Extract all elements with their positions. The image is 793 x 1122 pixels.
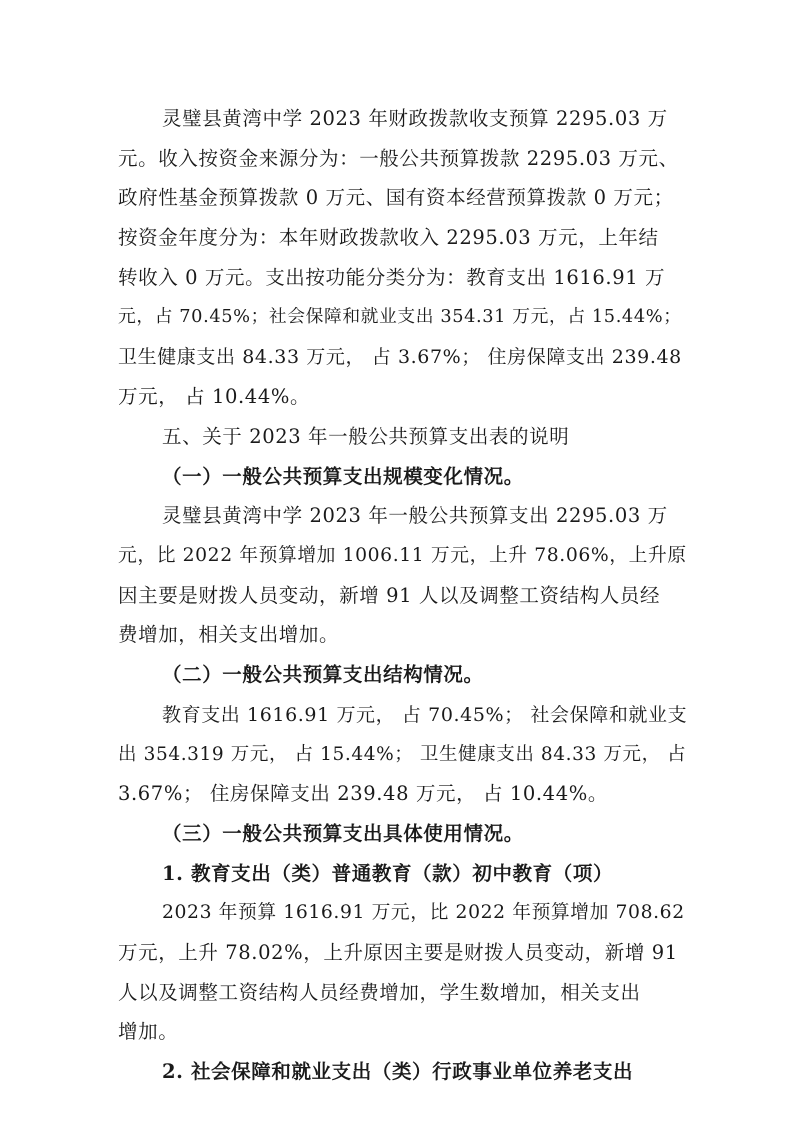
paragraph-line: 灵璧县黄湾中学 2023 年一般公共预算支出 2295.03 万: [162, 504, 668, 527]
paragraph-line: 增加。: [118, 1020, 179, 1043]
subsection-heading: （三）一般公共预算支出具体使用情况。: [162, 822, 524, 845]
item-heading: 2. 社会保障和就业支出（类）行政事业单位养老支出: [162, 1060, 634, 1083]
paragraph-line: 灵璧县黄湾中学 2023 年财政拨款收支预算 2295.03 万: [162, 107, 668, 130]
paragraph-line: 万元，上升 78.02%，上升原因主要是财拨人员变动，新增 91: [118, 941, 678, 964]
paragraph-line: 按资金年度分为：本年财政拨款收入 2295.03 万元，上年结: [118, 226, 659, 249]
subsection-heading: （一）一般公共预算支出规模变化情况。: [162, 465, 524, 488]
section-heading: 五、关于 2023 年一般公共预算支出表的说明: [162, 425, 570, 448]
paragraph-line: 政府性基金预算拨款 0 万元、国有资本经营预算拨款 0 万元；: [118, 186, 674, 209]
paragraph-line: 因主要是财拨人员变动，新增 91 人以及调整工资结构人员经: [118, 584, 661, 607]
paragraph-line: 元，占 70.45%；社会保障和就业支出 354.31 万元，占 15.44%；: [118, 307, 682, 327]
paragraph-line: 转收入 0 万元。支出按功能分类分为：教育支出 1616.91 万: [118, 266, 666, 289]
paragraph-line: 人以及调整工资结构人员经费增加，学生数增加，相关支出: [118, 981, 641, 1004]
subsection-heading: （二）一般公共预算支出结构情况。: [162, 663, 484, 686]
paragraph-line: 出 354.319 万元， 占 15.44%； 卫生健康支出 84.33 万元， 占: [118, 744, 687, 765]
paragraph-line: 元，比 2022 年预算增加 1006.11 万元，上升 78.06%，上升原: [118, 545, 687, 566]
paragraph-line: 3.67%； 住房保障支出 239.48 万元， 占 10.44%。: [118, 782, 608, 805]
paragraph-line: 费增加，相关支出增加。: [118, 623, 340, 646]
item-heading: 1. 教育支出（类）普通教育（款）初中教育（项）: [162, 862, 614, 885]
paragraph-line: 元。收入按资金来源分为：一般公共预算拨款 2295.03 万元、: [118, 147, 679, 170]
paragraph-line: 万元， 占 10.44%。: [118, 385, 311, 408]
paragraph-line: 教育支出 1616.91 万元， 占 70.45%； 社会保障和就业支: [162, 704, 688, 726]
paragraph-line: 2023 年预算 1616.91 万元，比 2022 年预算增加 708.62: [162, 902, 685, 923]
paragraph-line: 卫生健康支出 84.33 万元， 占 3.67%； 住房保障支出 239.48: [118, 346, 682, 368]
